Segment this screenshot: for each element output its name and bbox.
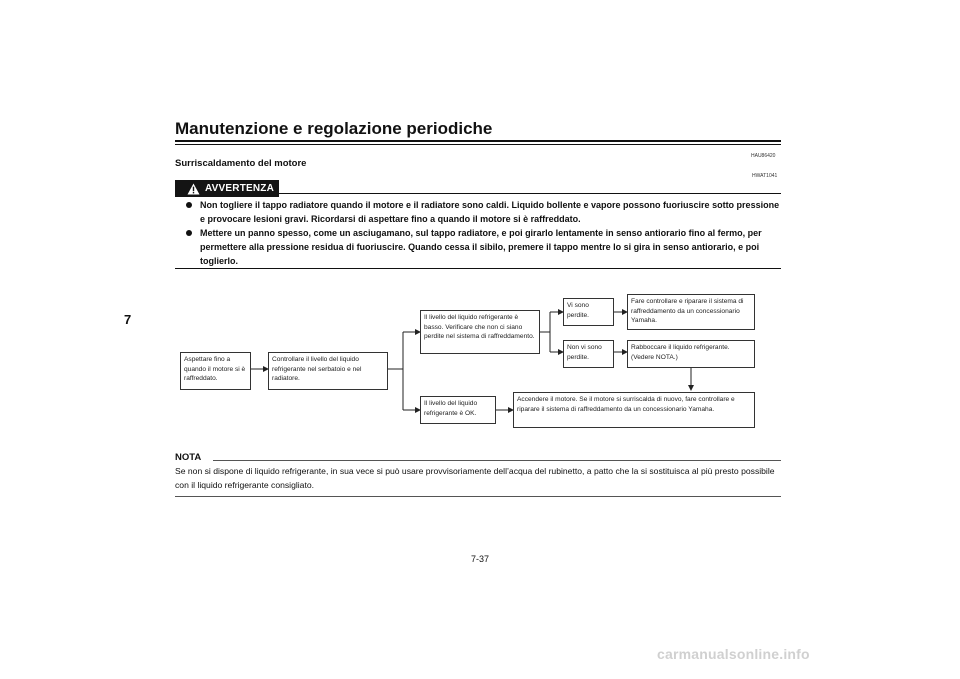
flow-box-check-level: Controllare il livello del liquido refrigerante nel serbatoio e nel radiatore. [268,352,388,390]
watermark: carmanualsonline.info [657,646,810,662]
note-bottom-rule [175,496,781,497]
section-code: HAU86420 [751,153,776,159]
flow-box-top-up: Rabboccare il liquido refrigerante. (Vedere NOTA.) [627,340,755,368]
warning-code: HWAT1041 [752,173,778,179]
flow-box-restart: Accendere il motore. Se il motore si surriscalda di nuovo, fare controllare e riparare il sistema di raffreddamento da un concessionario Yamaha. [513,392,755,428]
note-text: Se non si dispone di liquido refrigerante, in sua vece si può usare provvisoriamente dell’acqua del rubinetto, a patto che la si sostituisca al più presto possibile con il liquido refrigerante consigliato. [175,466,775,490]
page-number: 7-37 [470,554,489,564]
chapter-tab: 7 [124,312,132,327]
warning-item-text: Mettere un panno spesso, come un asciugamano, sul tappo radiatore, e poi girarlo lentamente in senso antiorario fino al fermo, per permettere alla pressione residua di fuoriuscire. Quando cessa il sibilo, premere il tappo mentre lo si gira in senso antiorario, e poi toglierlo. [200,228,762,266]
note-rule [213,460,781,461]
section-title: Surriscaldamento del motore [175,158,307,169]
flow-box-level-ok: Il livello del liquido refrigerante è OK. [420,396,496,424]
flow-box-leaks-yes: Vi sono perdite. [563,298,614,326]
note-label: NOTA [175,452,202,463]
flow-box-have-repaired: Fare controllare e riparare il sistema di raffreddamento da un concessionario Yamaha. [627,294,755,330]
flow-box-level-low: Il livello del liquido refrigerante è basso. Verificare che non ci siano perdite nel sistema di raffreddamento. [420,310,540,354]
page-title: Manutenzione e regolazione periodiche [175,119,493,138]
warning-item-text: Non togliere il tappo radiatore quando il motore e il radiatore sono caldi. Liquido bollente e vapore possono fuoriuscire sotto pressione e provocare lesioni gravi. Ricordarsi di aspettare fino a quando il motore si è raffreddato. [200,200,780,224]
flow-box-leaks-no: Non vi sono perdite. [563,340,614,368]
flow-box-wait: Aspettare fino a quando il motore si è raffreddato. [180,352,251,390]
warning-label: AVVERTENZA [205,183,275,194]
